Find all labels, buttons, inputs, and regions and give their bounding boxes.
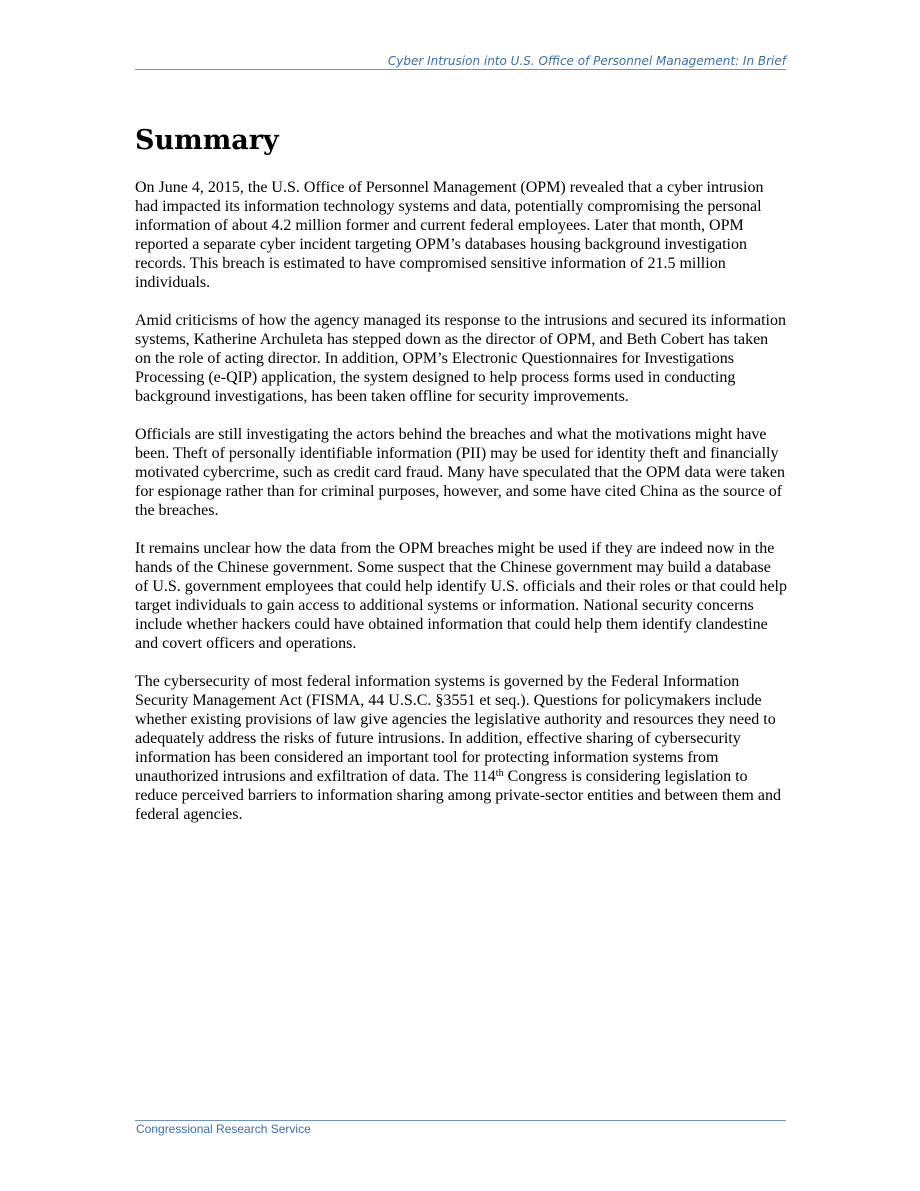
paragraph-text: The cybersecurity of most federal information systems is governed by the Federal Information Security Management Act (FISMA, 44 U.S.C. §3551 et seq.). Questions for policymakers include whether existing provisions of law give agencies the legislative authority and resources they need to adequately address the risks of future intrusions. In addition, effective sharing of cybersecurity information has been considered an important tool for protecting information systems from unauthorized intrusions and exfiltration of data. The 114: [135, 673, 776, 785]
summary-paragraph: It remains unclear how the data from the OPM breaches might be used if they are indeed now in the hands of the Chinese government. Some suspect that the Chinese government may build a database of U.S. government employees that could help identify U.S. officials and their roles or that could help target individuals to gain access to additional systems or information. National security concerns include whether hackers could have obtained information that could help them identify clandestine and covert officers and operations.: [135, 540, 787, 652]
footer-divider: [135, 1120, 786, 1121]
running-header: Cyber Intrusion into U.S. Office of Personnel Management: In Brief: [387, 54, 786, 68]
summary-paragraph: [135, 672, 787, 824]
running-footer: Congressional Research Service: [136, 1122, 311, 1136]
summary-paragraph: On June 4, 2015, the U.S. Office of Personnel Management (OPM) revealed that a cyber intrusion had impacted its information technology systems and data, potentially compromising the personal information of about 4.2 million former and current federal employees. Later that month, OPM reported a separate cyber incident targeting OPM’s databases housing background investigation records. This breach is estimated to have compromised sensitive information of 21.5 million individuals.: [135, 179, 764, 291]
paragraph-text: Congress is considering legislation to reduce perceived barriers to information sharing among private-sector entities and between them and federal agencies.: [135, 768, 781, 823]
ordinal-superscript: th: [495, 768, 504, 779]
header-divider: [135, 69, 786, 70]
page-title: Summary: [135, 125, 279, 156]
summary-paragraph: Amid criticisms of how the agency managed its response to the intrusions and secured its information systems, Katherine Archuleta has stepped down as the director of OPM, and Beth Cobert has taken on the role of acting director. In addition, OPM’s Electronic Questionnaires for Investigations Processing (e-QIP) application, the system designed to help process forms used in conducting background investigations, has been taken offline for security improvements.: [135, 312, 786, 405]
summary-body: [135, 178, 787, 843]
summary-paragraph: Officials are still investigating the actors behind the breaches and what the motivations might have been. Theft of personally identifiable information (PII) may be used for identity theft and financially motivated cybercrime, such as credit card fraud. Many have speculated that the OPM data were taken for espionage rather than for criminal purposes, however, and some have cited China as the source of the breaches.: [135, 426, 785, 519]
